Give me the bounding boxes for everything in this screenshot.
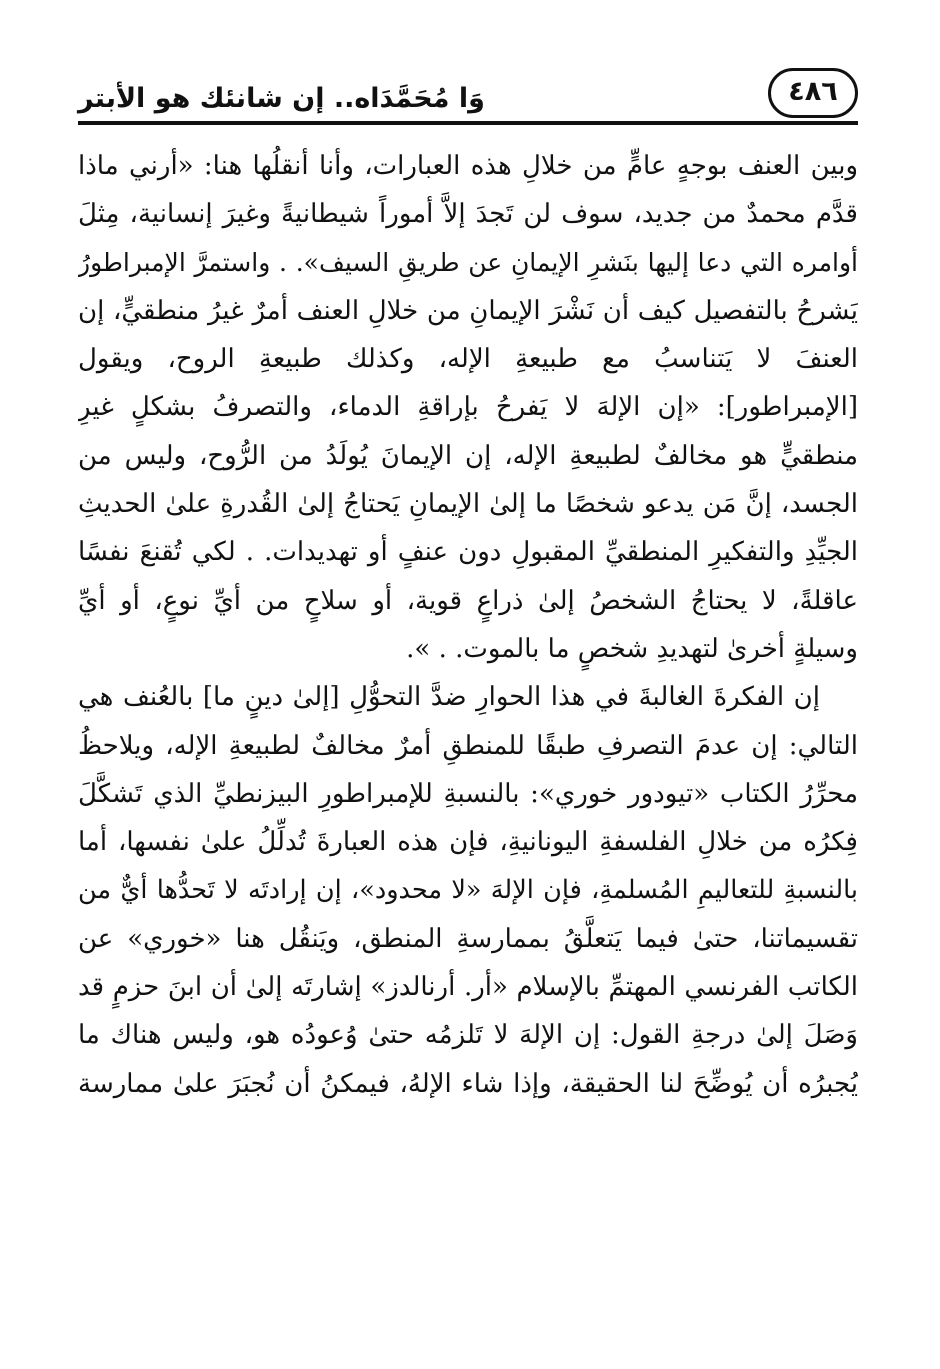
running-title: وَا مُحَمَّدَاه.. إن شانئك هو الأبتر bbox=[78, 83, 485, 114]
text-line: بالنسبةِ للتعاليمِ المُسلمةِ، فإن الإلهَ «لا محدود»، إن إرادتَه لا تَحدُّها أيٌّ من bbox=[78, 875, 858, 906]
paragraph-start-line: إن الفكرةَ الغالبةَ في هذا الحوارِ ضدَّ التحوُّلِ [إلىٰ دينٍ ما] بالعُنف هي bbox=[78, 682, 820, 713]
text-line: الجسد، إنَّ مَن يدعو شخصًا ما إلىٰ الإيمانِ يَحتاجُ إلىٰ القُدرةِ علىٰ الحديثِ bbox=[78, 489, 858, 520]
text-line: قدَّم محمدٌ من جديد، سوف لن تَجدَ إلاَّ أموراً شيطانيةً وغيرَ إنسانية، مِثلَ bbox=[78, 199, 858, 230]
text-line: الجيِّدِ والتفكيرِ المنطقيِّ المقبولِ دون عنفٍ أو تهديدات. . لكي تُقنعَ نفسًا bbox=[78, 537, 858, 568]
page-number: ٤٨٦ bbox=[788, 76, 838, 107]
text-line: يُجبرُه أن يُوضِّحَ لنا الحقيقة، وإذا شاء الإلهُ، فيمكنُ أن نُجبَرَ علىٰ ممارسة bbox=[78, 1068, 858, 1099]
text-line: وبين العنف بوجهٍ عامٍّ من خلالِ هذه العبارات، وأنا أنقلُها هنا: «أرني ماذا bbox=[78, 151, 858, 181]
text-line: تقسيماتنا، حتىٰ فيما يَتعلَّقُ بممارسةِ المنطق، ويَنقُل هنا «خوري» عن bbox=[78, 923, 858, 954]
text-line: يَشرحُ بالتفصيل كيف أن نَشْرَ الإيمانِ من خلالِ العنف أمرٌ غيرُ منطقيٍّ، إن bbox=[78, 295, 858, 326]
text-line: وَصَلَ إلىٰ درجةِ القول: إن الإلهَ لا تَلزمُه حتىٰ وُعودُه هو، وليس هناك ما bbox=[78, 1020, 858, 1051]
header-rule bbox=[78, 121, 858, 125]
text-line: محرِّرُ الكتاب «تيودور خوري»: بالنسبةِ للإمبراطورِ البيزنطيِّ الذي تَشكَّلَ bbox=[78, 778, 858, 809]
page-number-badge bbox=[768, 68, 858, 118]
text-line: التالي: إن عدمَ التصرفِ طبقًا للمنطقِ أمرٌ مخالفٌ لطبيعةِ الإله، ويلاحظُ bbox=[78, 730, 858, 761]
text-line: أوامره التي دعا إليها بنَشرِ الإيمانِ عن طريقِ السيف». . واستمرَّ الإمبراطورُ bbox=[78, 247, 858, 277]
text-line: الكاتب الفرنسي المهتمِّ بالإسلام «أر. أرنالدز» إشارتَه إلىٰ أن ابنَ حزمٍ قد bbox=[78, 972, 858, 1003]
paragraph-end-line: وسيلةٍ أخرىٰ لتهديدِ شخصٍ ما بالموت. . ». bbox=[406, 633, 858, 664]
body-text bbox=[78, 142, 858, 1108]
text-line: العنفَ لا يَتناسبُ مع طبيعةِ الإله، وكذلك طبيعةِ الروح، ويقول bbox=[78, 344, 858, 375]
text-line: عاقلةً، لا يحتاجُ الشخصُ إلىٰ ذراعٍ قوية، أو سلاحٍ من أيِّ نوعٍ، أو أيِّ bbox=[78, 585, 858, 616]
page-header bbox=[78, 68, 858, 126]
text-line: منطقيٍّ هو مخالفٌ لطبيعةِ الإله، إن الإيمانَ يُولَدُ من الرُّوح، وليس من bbox=[78, 440, 858, 471]
text-line: فِكرُه من خلالِ الفلسفةِ اليونانيةِ، فإن هذه العبارةَ تُدلِّلُ علىٰ نفسها، أما bbox=[78, 827, 858, 858]
text-line: [الإمبراطور]: «إن الإلهَ لا يَفرحُ بإراقةِ الدماء، والتصرفُ بشكلٍ غيرِ bbox=[78, 392, 858, 423]
